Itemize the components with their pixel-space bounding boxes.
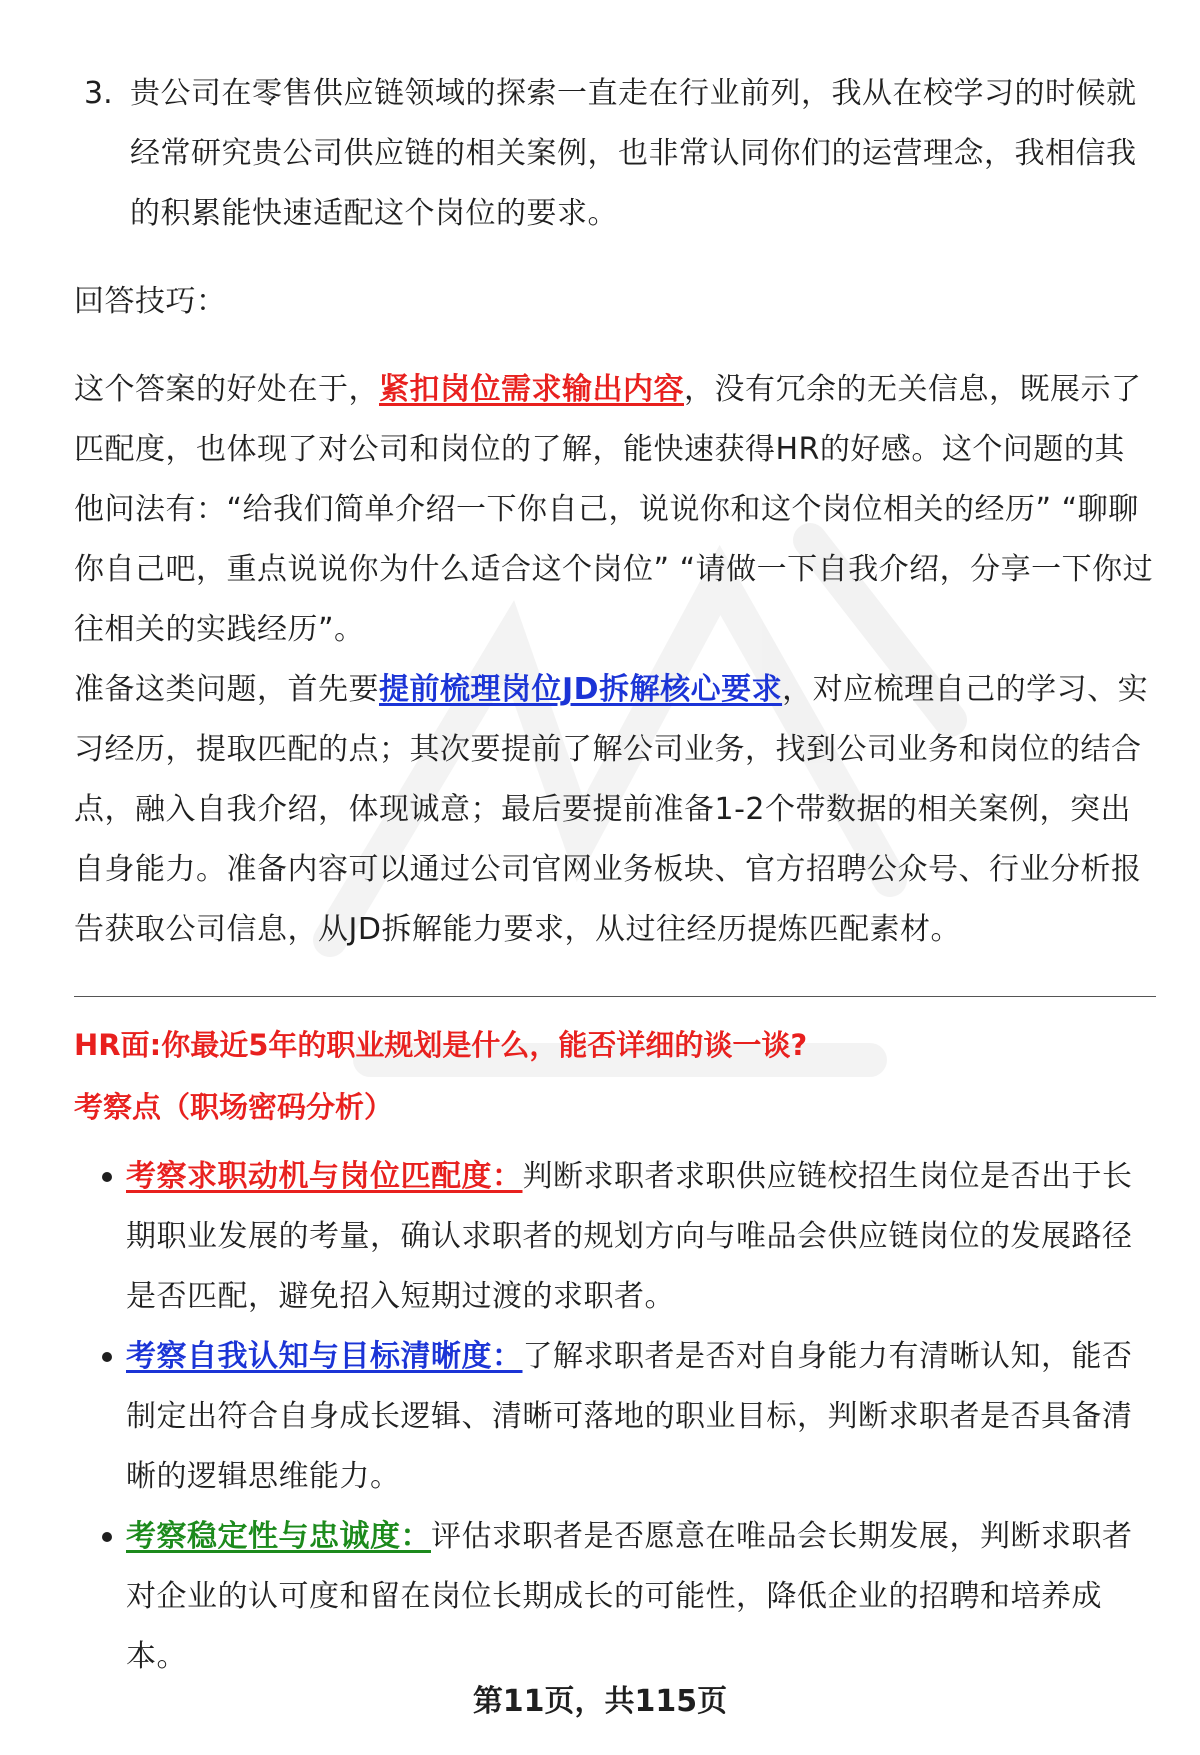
tips-para1-after: ，没有冗余的无关信息，既展示了匹配度，也体现了对公司和岗位的了解，能快速获得HR的好感。这个问题的其他问法有：“给我们简单介绍一下你自己，说说你和这个岗位相关的经历” “聊聊你自己吧，重点说说你为什么适合这个岗位” “请做一下自我介绍，分享一下你过往相关的实践经历”。	[74, 372, 1154, 647]
numbered-item-3	[84, 64, 1154, 244]
question-title: HR面:你最近5年的职业规划是什么，能否详细的谈一谈?	[74, 1028, 808, 1062]
item-number: 3.	[84, 76, 113, 111]
item-text: 贵公司在零售供应链领域的探索一直走在行业前列，我从在校学习的时候就经常研究贵公司供应链的相关案例，也非常认同你们的运营理念，我相信我的积累能快速适配这个岗位的要求。	[130, 76, 1137, 231]
tips-para2-before: 准备这类问题，首先要	[74, 672, 379, 707]
list-item	[100, 1147, 1154, 1327]
tips-paragraph-1	[74, 360, 1154, 660]
question-subtitle: 考察点（职场密码分析）	[74, 1090, 394, 1124]
bullet-dot-icon	[100, 1327, 126, 1507]
list-item	[100, 1327, 1154, 1507]
bullet-dot-icon	[100, 1507, 126, 1687]
tips-para2-highlight: 提前梳理岗位JD拆解核心要求	[379, 672, 783, 707]
point-text: 评估求职者是否愿意在唯品会长期发展，判断求职者对企业的认可度和留在岗位长期成长的可能性，降低企业的招聘和培养成本。	[126, 1519, 1133, 1674]
list-item	[100, 1507, 1154, 1687]
point-text: 判断求职者求职供应链校招生岗位是否出于长期职业发展的考量，确认求职者的规划方向与唯品会供应链岗位的发展路径是否匹配，避免招入短期过渡的求职者。	[126, 1159, 1133, 1314]
tips-para2-after: ，对应梳理自己的学习、实习经历，提取匹配的点；其次要提前了解公司业务，找到公司业务和岗位的结合点，融入自我介绍，体现诚意；最后要提前准备1-2个带数据的相关案例，突出自身能力。准备内容可以通过公司官网业务板块、官方招聘公众号、行业分析报告获取公司信息，从JD拆解能力要求，从过往经历提炼匹配素材。	[74, 672, 1149, 947]
point-label: 考察自我认知与目标清晰度：	[126, 1339, 523, 1374]
tips-para1-before: 这个答案的好处在于，	[74, 372, 379, 407]
bullet-dot-icon	[100, 1147, 126, 1327]
point-label: 考察求职动机与岗位匹配度：	[126, 1159, 523, 1194]
evaluation-points-list	[74, 1147, 1154, 1687]
main-content	[74, 64, 1154, 1687]
point-label: 考察稳定性与忠诚度：	[126, 1519, 431, 1554]
tips-para1-highlight: 紧扣岗位需求输出内容	[379, 372, 684, 407]
tips-paragraph-2	[74, 660, 1154, 960]
point-text: 了解求职者是否对自身能力有清晰认知，能否制定出符合自身成长逻辑、清晰可落地的职业目标，判断求职者是否具备清晰的逻辑思维能力。	[126, 1339, 1133, 1494]
tips-label: 回答技巧：	[74, 284, 227, 319]
page-number-footer: 第11页，共115页	[472, 1684, 728, 1719]
